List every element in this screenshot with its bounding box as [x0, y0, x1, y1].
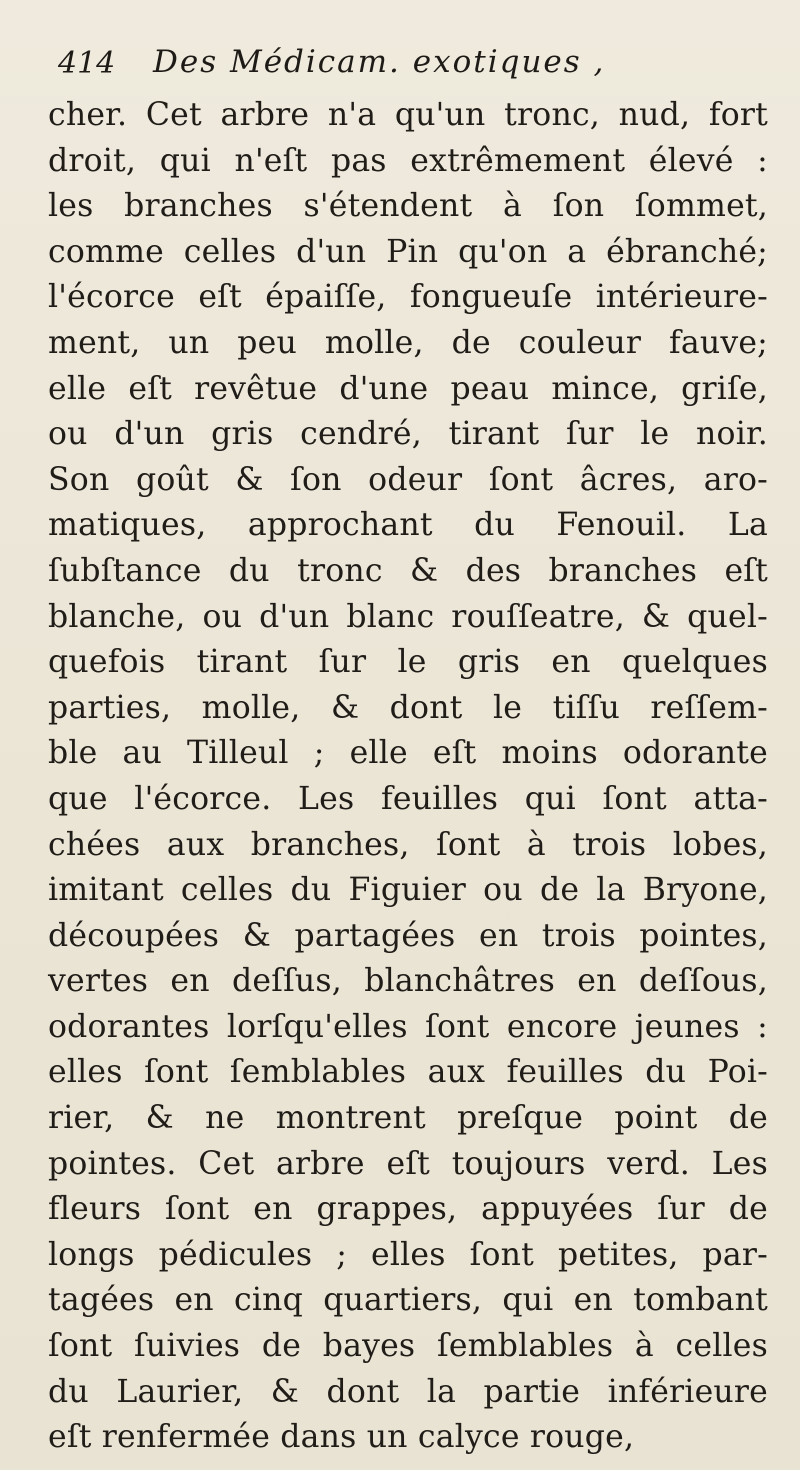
text-line: droit, qui n'eſt pas extrêmement élevé : [48, 142, 768, 179]
text-line: imitant celles du Figuier ou de la Bryone, [48, 872, 768, 909]
text-line: quefois tirant ſur le gris en quelques [48, 644, 768, 681]
text-line: odorantes lorſqu'elles ſont encore jeunes : [48, 1008, 768, 1045]
text-line: elle eſt revêtue d'une peau mince, griſe, [48, 370, 768, 407]
text-line: les branches s'étendent à ſon ſommet, [48, 188, 768, 225]
text-line: ſont ſuivies de bayes ſemblables à celles [48, 1328, 768, 1365]
text-line: blanche, ou d'un blanc rouſſeatre, & quel- [48, 598, 768, 635]
text-line: ble au Tilleul ; elle eſt moins odorante [48, 735, 768, 772]
text-line: du Laurier, & dont la partie inférieure [48, 1373, 768, 1410]
text-line: eſt renfermée dans un calyce rouge, [48, 1419, 635, 1456]
text-line: ou d'un gris cendré, tirant ſur le noir. [48, 416, 768, 453]
text-line: cher. Cet arbre n'a qu'un tronc, nud, fort [48, 97, 768, 133]
text-line: Son goût & ſon odeur ſont âcres, aro- [48, 461, 768, 498]
running-title: Des Médicam. exotiques , [153, 44, 606, 80]
text-line: comme celles d'un Pin qu'on a ébranché; [48, 233, 768, 270]
text-line: tagées en cinq quartiers, qui en tombant [48, 1282, 768, 1319]
text-line: l'écorce eſt épaiſſe, fongueuſe intérieure- [48, 279, 768, 316]
text-line: fleurs ſont en grappes, appuyées ſur de [48, 1191, 768, 1228]
text-line: ſubſtance du tronc & des branches eſt [48, 552, 768, 589]
text-line: matiques, approchant du Fenouil. La [48, 507, 768, 544]
text-line: chées aux branches, ſont à trois lobes, [48, 826, 768, 863]
text-line: longs pédicules ; elles ſont petites, par- [48, 1236, 768, 1273]
text-line: ment, un peu molle, de couleur fauve; [48, 324, 768, 361]
text-line: rier, & ne montrent preſque point de [48, 1100, 768, 1137]
text-line: vertes en deſſus, blanchâtres en deſſous, [48, 963, 768, 1000]
text-line: elles ſont ſemblables aux feuilles du Poi- [48, 1054, 768, 1091]
page-number: 414 [58, 46, 116, 81]
text-line: découpées & partagées en trois pointes, [48, 917, 768, 954]
text-line: parties, molle, & dont le tiſſu reſſem- [48, 689, 768, 726]
page-header [58, 40, 758, 90]
text-line: que l'écorce. Les feuilles qui ſont atta- [48, 780, 768, 817]
text-line: pointes. Cet arbre eſt toujours verd. Les [48, 1145, 768, 1182]
body-text [48, 93, 768, 1461]
